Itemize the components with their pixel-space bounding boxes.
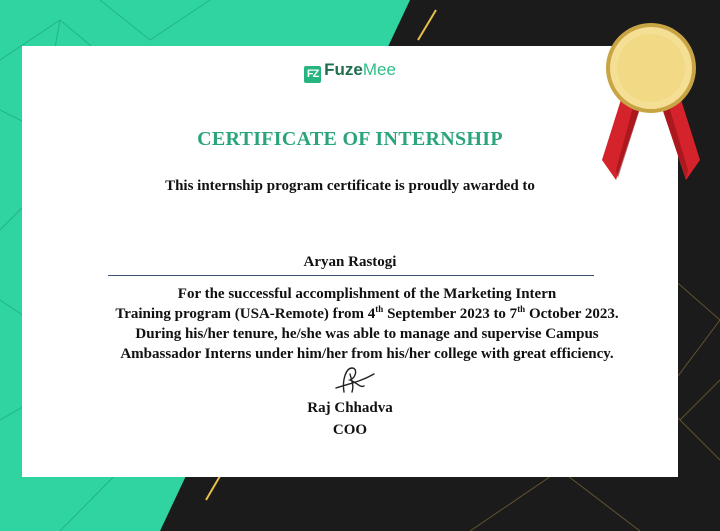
name-underline	[108, 275, 594, 276]
certificate-paper	[22, 46, 678, 477]
logo-mark-icon: FZ	[304, 66, 321, 83]
signer-title: COO	[332, 422, 368, 438]
fuzemee-logo	[22, 60, 678, 83]
body-line-3: During his/her tenure, he/she was able to manage and supervise Campus	[135, 326, 599, 342]
certificate-intro: This internship program certificate is proudly awarded to	[165, 178, 535, 194]
gold-seal-ribbon-icon	[596, 20, 706, 186]
body-line-2: Training program (USA-Remote) from 4th September 2023 to 7th October 2023.	[115, 304, 619, 322]
logo-word-main: Fuze	[324, 60, 363, 79]
body-line-4: Ambassador Interns under him/her from his/her college with great efficiency.	[120, 346, 614, 362]
certificate-body	[72, 284, 662, 364]
logo-word-accent: Mee	[362, 60, 396, 79]
recipient-name: Aryan Rastogi	[303, 254, 397, 270]
certificate-title: CERTIFICATE OF INTERNSHIP	[197, 128, 503, 150]
signer-name: Raj Chhadva	[307, 400, 393, 416]
signature-icon	[330, 364, 378, 396]
body-line-1: For the successful accomplishment of the Marketing Intern	[177, 286, 557, 302]
